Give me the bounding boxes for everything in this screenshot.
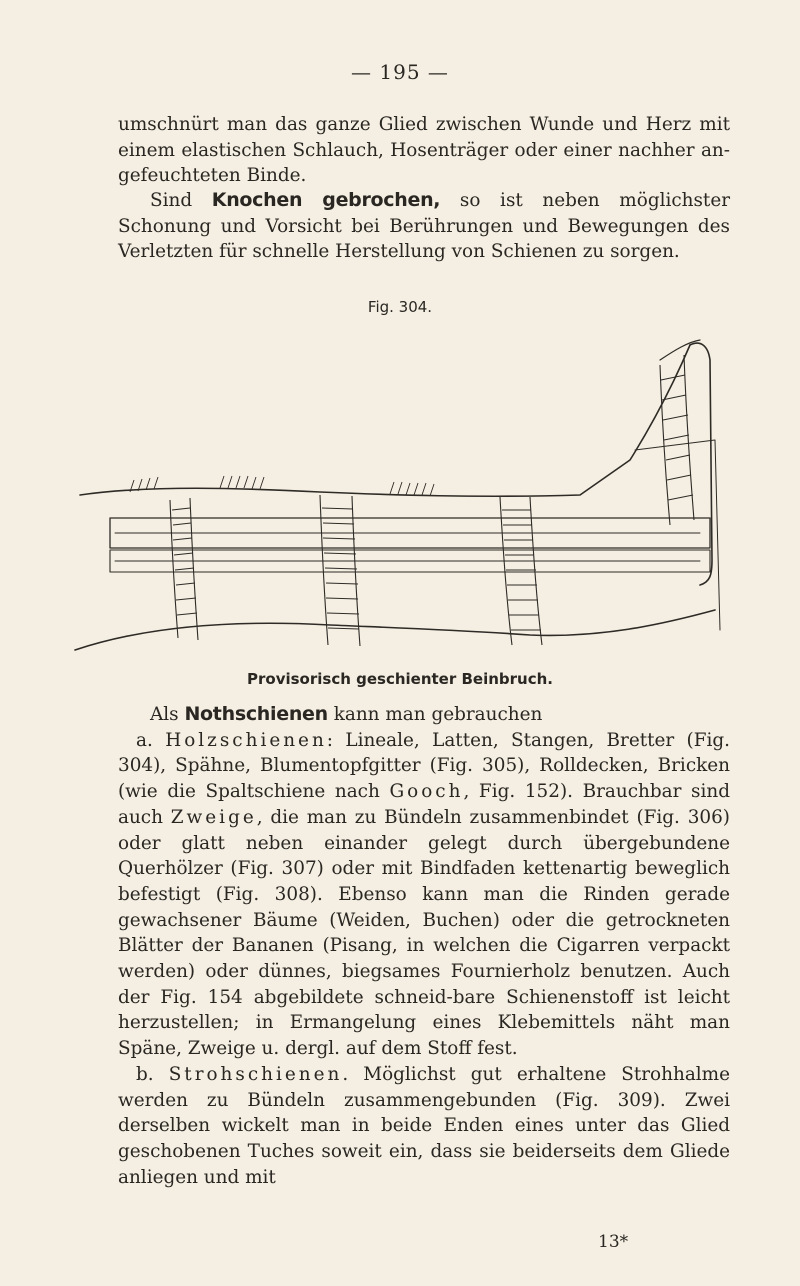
item-a-term: Holzschienen <box>165 729 327 751</box>
bandage-3 <box>500 497 542 645</box>
item-b-text: . Möglichst gut erhaltene Strohhalme werden zu Bündeln zusammengebunden (Fig. 309). Zwei derselben wickelt man in beide Enden eines unter das Glied geschobenen Tuches soweit ein, dass sie beiderseits dem Gliede anliegen und mit <box>118 1063 730 1188</box>
item-b-term: Strohschienen <box>168 1063 343 1085</box>
item-a-text-2: , Fig. 152). Brauchbar sind auch <box>118 781 730 828</box>
item-a-text-3: , die man zu Bündeln zusammenbindet (Fig. 306) oder glatt neben einander gelegt durch übergebundene Querhölzer (Fig. 307) oder mit Bindfaden kettenartig beweglich befestigt (Fig. 308). Ebenso kann man die Rinden gerade gewachsener Bäume (Weiden, Buchen) oder die getrockneten Blätter der Bananen (Pisang, in welchen die Cigarren verpackt werden) oder dünnes, biegsames Fournierholz benutzen. Auch der Fig. 154 abgebildete schneid-bare Schienenstoff ist leicht herzustellen; in Ermangelung eines Klebemittels näht man Späne, Zweige u. dergl. auf dem Stoff fest. <box>118 806 730 1060</box>
figure-label: Fig. 304. <box>367 298 433 316</box>
item-a-prefix: a. <box>136 729 166 751</box>
signature-mark: 13* <box>598 1232 629 1252</box>
splints-heading: Nothschienen <box>184 703 328 725</box>
item-a-zweige: Zweige <box>170 806 257 828</box>
paragraph-fracture-text: so ist neben möglichster Schonung und Vorsicht bei Berührungen und Bewegungen des Verletzten für schnelle Herstellung von Schienen zu sorgen. <box>118 190 730 262</box>
item-b <box>118 1062 730 1191</box>
splints-intro <box>118 702 730 728</box>
paragraph-intro: umschnürt man das ganze Glied zwischen Wunde und Herz mit einem elastischen Schlauch, Hosenträger oder einer nachher an-gefeuchteten Binde. <box>118 114 730 186</box>
paragraph-fracture <box>118 188 730 265</box>
page-number: — 195 — <box>351 60 449 84</box>
bandage-4 <box>660 355 694 525</box>
item-b-prefix: b. <box>136 1063 169 1085</box>
paragraph-fracture-lead: Sind <box>150 190 212 211</box>
splints-intro-lead: Als <box>150 704 185 725</box>
splints-intro-text: kann man gebrauchen <box>327 704 543 725</box>
splinted-leg-illustration <box>60 320 740 670</box>
item-a-text-1: : Lineale, Latten, Stangen, Bretter (Fig. 304), Spähne, Blumentopfgitter (Fig. 305), Rolldecken, Bricken (wie die Spaltschiene nach <box>118 729 730 803</box>
item-a <box>118 728 730 1062</box>
item-a-author: Gooch <box>389 781 464 803</box>
section-splints <box>118 702 730 1190</box>
bandage-1 <box>170 498 198 640</box>
fracture-heading: Knochen gebrochen, <box>211 189 441 211</box>
figure-caption: Provisorisch geschienter Beinbruch. <box>247 670 553 688</box>
